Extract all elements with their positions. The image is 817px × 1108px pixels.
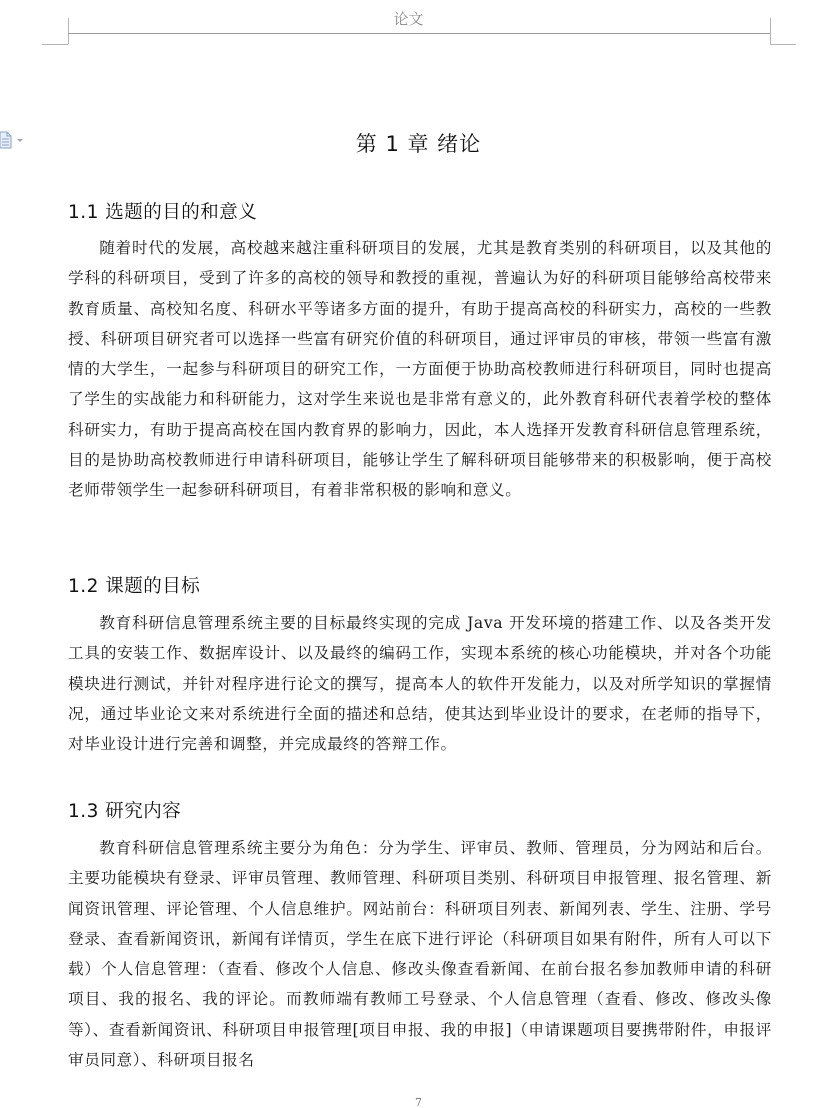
header-rule — [68, 33, 770, 34]
section-paragraph-1-2: 教育科研信息管理系统主要的目标最终实现的完成 Java 开发环境的搭建工作、以及各类开发工具的安装工作、数据库设计、以及最终的编码工作，实现本系统的核心功能模块，并对各个功能模块进行测试，并针对程序进行论文的撰写，提高本人的软件开发能力，以及对所学知识的掌握情况，通过毕业论文来对系统进行全面的描述和总结，使其达到毕业设计的要求，在老师的指导下，对毕业设计进行完善和调整，并完成最终的答辩工作。 — [68, 614, 772, 754]
chapter-title: 第 1 章 绪论 — [355, 132, 482, 156]
section-heading-1-3: 1.3 研究内容 — [68, 801, 182, 822]
section-heading-1-2: 1.2 课题的目标 — [68, 576, 201, 597]
section-heading-1-1: 1.1 选题的目的和意义 — [68, 202, 258, 223]
section-paragraph-1-1: 随着时代的发展，高校越来越注重科研项目的发展，尤其是教育类别的科研项目，以及其他的学科的科研项目，受到了许多的高校的领导和教授的重视，普遍认为好的科研项目能够给高校带来教育质量、高校知名度、科研水平等诸多方面的提升，有助于提高高校的科研实力，高校的一些教授、科研项目研究者可以选择一些富有研究价值的科研项目，通过评审员的审核，带领一些富有激情的大学生，一起参与科研项目的研究工作，一方面便于协助高校教师进行科研项目，同时也提高了学生的实战能力和科研能力，这对学生来说也是非常有意义的，此外教育科研代表着学校的整体科研实力，有助于提高高校在国内教育界的影响力，因此，本人选择开发教育科研信息管理系统，目的是协助高校教师进行申请科研项目，能够让学生了解科研项目能够带来的积极影响，便于高校老师带领学生一起参研科研项目，有着非常积极的影响和意义。 — [68, 239, 772, 500]
page-header-title: 论文 — [393, 10, 424, 28]
page-number: 7 — [415, 1096, 422, 1108]
section-paragraph-1-3: 教育科研信息管理系统主要分为角色：分为学生、评审员、教师、管理员，分为网站和后台。主要功能模块有登录、评审员管理、教师管理、科研项目类别、科研项目申报管理、报名管理、新闻资讯管理、评论管理、个人信息维护。网站前台：科研项目列表、新闻列表、学生、注册、学号登录、查看新闻资讯，新闻有详情页，学生在底下进行评论（科研项目如果有附件，所有人可以下载）个人信息管理：（查看、修改个人信息、修改头像查看新闻、在前台报名参加教师申请的科研项目、我的报名、我的评论。而教师端有教师工号登录、个人信息管理（查看、修改、修改头像等）、查看新闻资讯、科研项目申报管理[项目申报、我的申报]（申请课题项目要携带附件，申报评审员同意）、科研项目报名 — [68, 839, 772, 1070]
crop-mark — [770, 44, 796, 45]
crop-mark — [42, 44, 68, 45]
